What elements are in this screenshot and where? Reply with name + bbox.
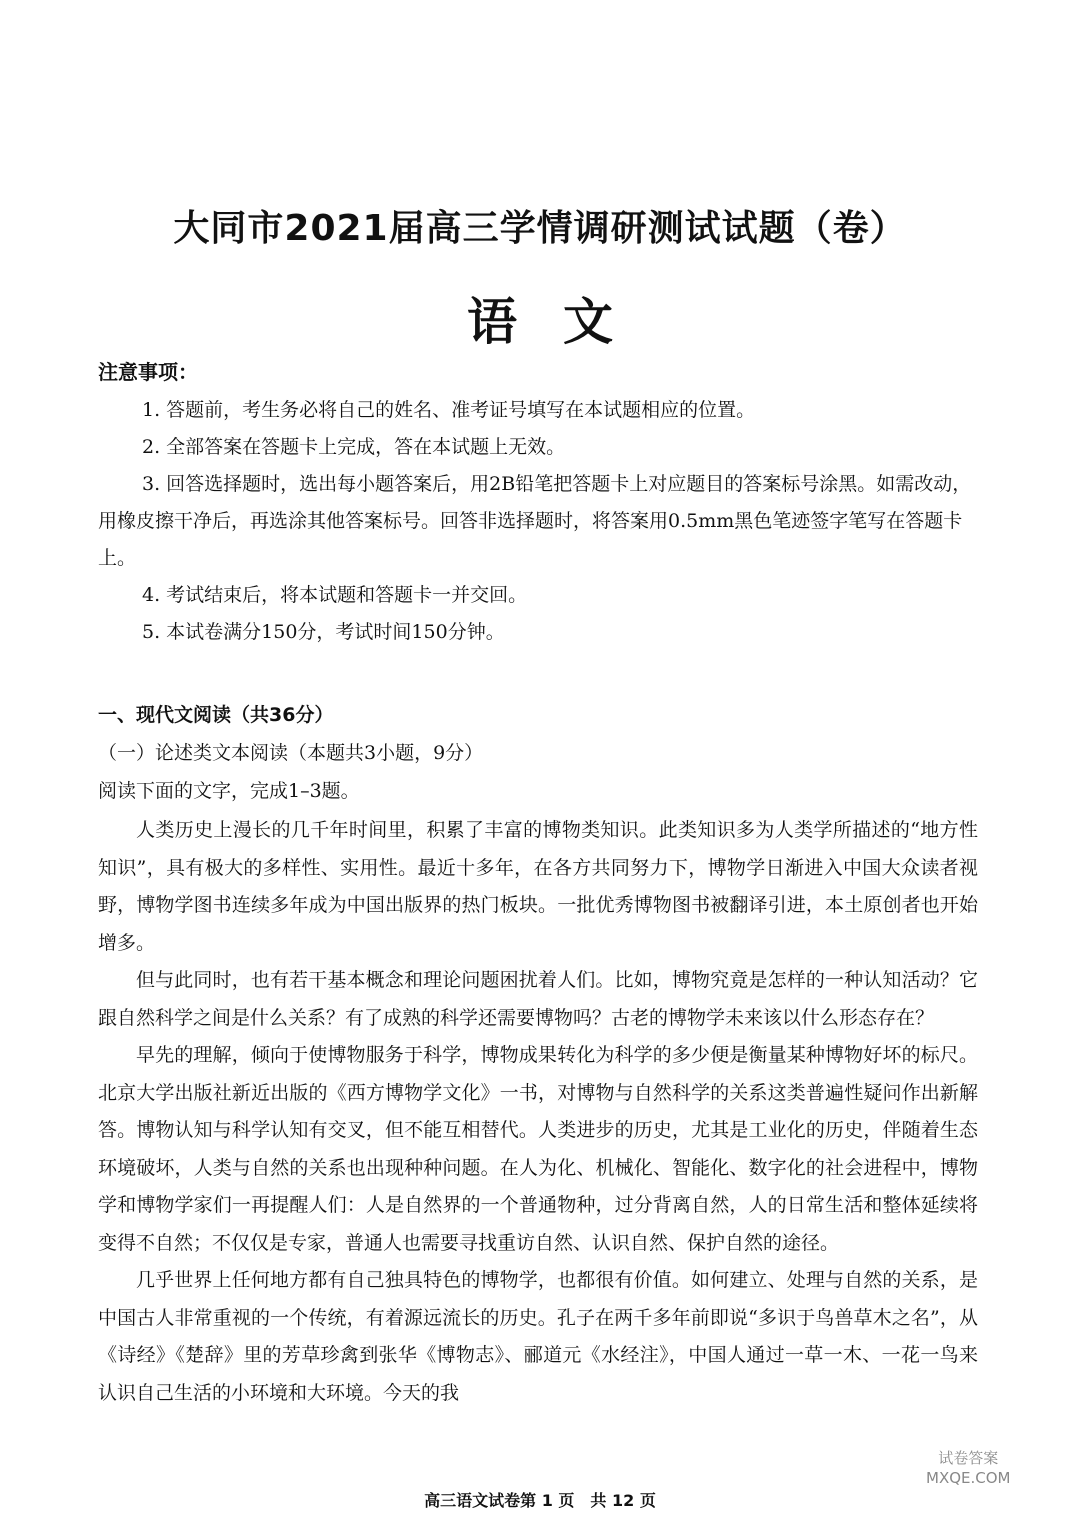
passage-paragraph: 人类历史上漫长的几千年时间里，积累了丰富的博物类知识。此类知识多为人类学所描述的“地方性知识”，具有极大的多样性、实用性。最近十多年，在各方共同努力下，博物学日渐进入中国大众读者视野，博物学图书连续多年成为中国出版界的热门板块。一批优秀博物图书被翻译引进，本土原创者也开始增多。	[98, 819, 978, 954]
notice-item: 1. 答题前，考生务必将自己的姓名、准考证号填写在本试题相应的位置。	[142, 399, 756, 421]
notice-item: 2. 全部答案在答题卡上完成，答在本试题上无效。	[142, 436, 566, 458]
site-watermark	[926, 1448, 1011, 1488]
section-heading: 一、现代文阅读（共36分）	[98, 704, 334, 726]
subject-title: 语文	[467, 293, 659, 351]
notice-list	[98, 392, 978, 651]
passage-paragraph: 早先的理解，倾向于使博物服务于科学，博物成果转化为科学的多少便是衡量某种博物好坏的标尺。北京大学出版社新近出版的《西方博物学文化》一书，对博物与自然科学的关系这类普遍性疑问作出新解答。博物认知与科学认知有交叉，但不能互相替代。人类进步的历史，尤其是工业化的历史，伴随着生态环境破坏，人类与自然的关系也出现种种问题。在人为化、机械化、智能化、数字化的社会进程中，博物学和博物学家们一再提醒人们：人是自然界的一个普通物种，过分背离自然，人的日常生活和整体延续将变得不自然；不仅仅是专家，普通人也需要寻找重访自然、认识自然、保护自然的途径。	[98, 1044, 978, 1254]
passage-paragraph: 几乎世界上任何地方都有自己独具特色的博物学，也都很有价值。如何建立、处理与自然的关系，是中国古人非常重视的一个传统，有着源远流长的历史。孔子在两千多年前即说“多识于鸟兽草木之名”，从《诗经》《楚辞》里的芳草珍禽到张华《博物志》、郦道元《水经注》，中国人通过一草一木、一花一鸟来认识自己生活的小环境和大环境。今天的我	[98, 1269, 978, 1404]
watermark-line: MXQE.COM	[926, 1469, 1011, 1487]
page-footer: 高三语文试卷第 1 页 共 12 页	[424, 1491, 656, 1510]
notice-item: 4. 考试结束后，将本试题和答题卡一并交回。	[142, 584, 528, 606]
subsection-heading: （一）论述类文本阅读（本题共3小题，9分）	[98, 742, 484, 764]
notice-item: 3. 回答选择题时，选出每小题答案后，用2B铅笔把答题卡上对应题目的答案标号涂黑。如需改动，用橡皮擦干净后，再选涂其他答案标号。回答非选择题时，将答案用0.5mm黑色笔迹签字笔写在答题卡上。	[98, 473, 972, 569]
passage-paragraph: 但与此同时，也有若干基本概念和理论问题困扰着人们。比如，博物究竟是怎样的一种认知活动？它跟自然科学之间是什么关系？有了成熟的科学还需要博物吗？古老的博物学未来该以什么形态存在？	[98, 969, 978, 1029]
notice-item: 5. 本试卷满分150分，考试时间150分钟。	[142, 621, 505, 643]
reading-instruction: 阅读下面的文字，完成1–3题。	[98, 780, 360, 802]
notice-heading: 注意事项：	[98, 360, 198, 384]
watermark-line: 试卷答案	[938, 1449, 999, 1467]
exam-title: 大同市2021届高三学情调研测试试题（卷）	[173, 208, 907, 249]
reading-passage	[98, 812, 978, 1412]
